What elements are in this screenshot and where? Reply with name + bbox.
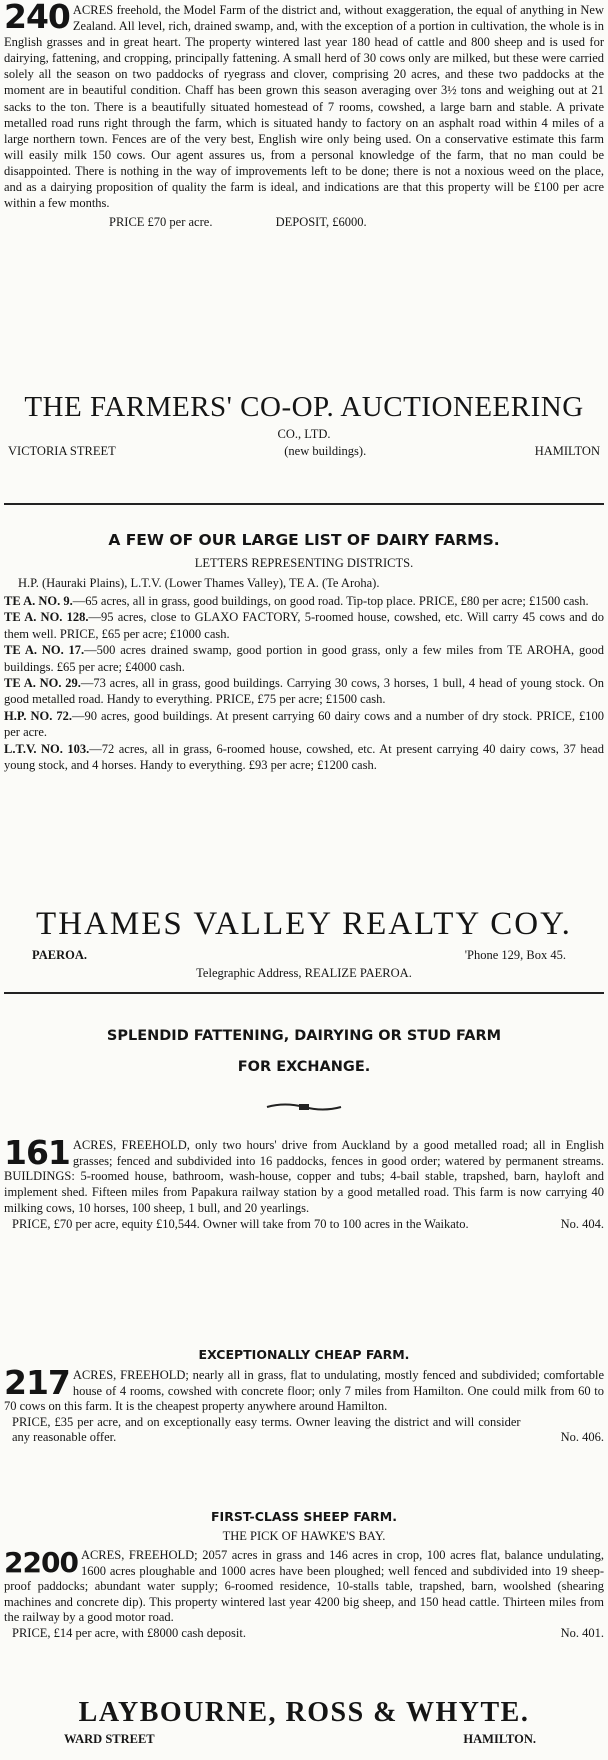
divider [4,992,604,994]
exchange-heading-2: FOR EXCHANGE. [237,1059,371,1075]
listing-text: —72 acres, all in grass, 6-roomed house, cowshed, etc. At present carrying 40 dairy cows, 37 head young stock, and 4 horses. Handy to everything. £93 per acre; £1200 cash. [4,741,604,773]
district-key: H.P. (Hauraki Plains), L.T.V. (Lower Thames Valley), TE A. (Te Aroha). [18,576,380,590]
firm-2-town: PAEROA. [32,948,87,962]
listing [4,609,604,642]
ad-2200-ref: No. 401. [560,1625,604,1640]
dairy-listings [4,593,604,773]
ad-161-price-row [4,1217,604,1233]
divider [4,503,604,505]
ad-2200-heading-2: THE PICK OF HAWKE'S BAY. [222,1529,386,1543]
farm-ad-2200 [4,1509,604,1642]
ad-2200-number: 2200 [4,1546,78,1579]
farm-ad-161 [4,1133,604,1232]
firm-laybourne-ross-whyte [4,1697,604,1747]
listing-text: —90 acres, good buildings. At present carrying 60 dairy cows and a number of dry stock. PRICE, £100 per acre. [4,708,605,740]
listing-ref: H.P. NO. 72. [4,708,72,723]
ad-161-body [4,1133,604,1217]
dairy-subheading: LETTERS REPRESENTING DISTRICTS. [194,556,414,570]
ad-2200-price: PRICE, £14 per acre, with £8000 cash deposit. [12,1625,246,1640]
firm-thames-valley-realty [4,906,604,981]
ad-217-price: PRICE, £35 per acre, and on exceptionally easy terms. Owner leaving the district and will consider any reasonable offer. [12,1414,521,1445]
ad-217-price-row [4,1415,604,1446]
dairy-heading: A FEW OF OUR LARGE LIST OF DAIRY FARMS. [108,531,500,549]
listing [4,675,604,708]
firm-1-address [4,444,604,459]
listing-text: —65 acres, all in grass, good buildings, on good road. Tip-top place. PRICE, £80 per acre; £1500 cash. [72,594,589,608]
listing [4,593,604,609]
listing-ref: TE A. NO. 128. [4,610,89,625]
ad-217-body [4,1363,604,1415]
farm-ad-240 [4,2,604,230]
exchange-heading-1: SPLENDID FATTENING, DAIRYING OR STUD FARM [106,1028,502,1044]
ad-240-text: ACRES freehold, the Model Farm of the district and, without exaggeration, the equal of anything in New Zealand. All level, rich, drained swamp, and, with the exception of a portion in cultivation, the whole is in English grasses and in great heart. The property wintered last year 180 head of cattle and 800 sheep and is used for dairying, fattening, and cropping, principally fattening. A small herd of 30 cows only are milked, but these were carried solely all the season on two paddocks of ryegrass and clover, comprising 20 acres, and these two paddocks at the moment are in beautiful condition. Chaff has been grown this season averaging over 3½ tons and weighing out at 21 sacks to the ton. There is a beautifully situated homestead of 7 rooms, cowshed, a large barn and stable. A private metalled road runs right through the farm, which is situated handy to factory on an asphalt road within 4 miles of a large northern town. Fences are of the very best, English wire only being used. On a conservative estimate this farm will easily milk 150 cows. Our agent assures us, from a personal knowledge of the farm, that no man could be disappointed. There is nothing in the way of improvements left to be done; there is not a noxious weed on the place, and as a dairying proposition of quality the farm is ideal, and indications are that this property will be £100 per acre within a few months. [4,3,604,211]
firm-2-name: THAMES VALLEY REALTY COY. [36,906,572,942]
exchange-section [4,1027,604,1076]
firm-1-note: (new buildings). [284,444,367,458]
firm-2-phone: 'Phone 129, Box 45. [464,948,566,962]
ad-217-ref: No. 406. [560,1430,604,1445]
listing-ref: L.T.V. NO. 103. [4,741,90,756]
listing-text: —500 acres drained swamp, good portion in good grass, only a few miles from TE AROHA, good buildings. £65 per acre; £4000 cash. [4,643,604,674]
listing-ref: TE A. NO. 17. [4,643,85,658]
firm-3-street: WARD STREET [64,1732,155,1746]
firm-2-telegraphic: Telegraphic Address, REALIZE PAEROA. [196,966,412,980]
ad-2200-body [4,1548,604,1626]
farm-ad-217 [4,1347,604,1446]
firm-1-suffix: CO., LTD. [277,427,331,441]
firm-1-street: VICTORIA STREET [8,444,116,458]
ad-161-ref: No. 404. [560,1216,604,1231]
dairy-farms-section [4,530,604,773]
firm-farmers-coop [4,391,604,459]
ad-161-number: 161 [4,1133,70,1172]
ad-240-price: PRICE £70 per acre. [109,215,213,230]
ad-2200-heading-1: FIRST-CLASS SHEEP FARM. [211,1509,397,1524]
firm-1-name: THE FARMERS' CO-OP. AUCTIONEERING [24,391,584,423]
listing [4,741,604,774]
listing [4,642,604,675]
ad-161-text: ACRES, FREEHOLD, only two hours' drive from Auckland by a good metalled road; all in English grasses; fenced and subdivided into 16 paddocks, fences in good order; watered by permanent streams. BUILDINGS: 5-roomed house, bathroom, wash-house, copper and tubs; 4-bail stable, trapshed, barn, hayloft and implement shed. Fifteen miles from Papakura railway station by a good metalled road. This farm is now carrying 40 milking cows, 10 horses, 100 sheep, 1 bull, and 20 yearlings. [4,1138,604,1215]
ad-240-deposit: DEPOSIT, £6000. [275,215,367,230]
ad-240-price-line [4,215,604,230]
listing-text: —95 acres, close to GLAXO FACTORY, 5-roomed house, cowshed, etc. Will carry 45 cows and do them well. PRICE, £65 per acre; £1000 cash. [4,610,604,641]
firm-3-address [4,1732,604,1747]
ad-240-body [4,2,604,211]
listing [4,708,604,741]
firm-2-contact [4,948,604,963]
ad-161-price: PRICE, £70 per acre, equity £10,544. Owner will take from 70 to 100 acres in the Waikato. [12,1216,469,1231]
ad-217-heading: EXCEPTIONALLY CHEAP FARM. [198,1347,410,1362]
firm-3-town: HAMILTON. [463,1732,536,1746]
ad-240-number: 240 [4,0,70,36]
listing-ref: TE A. NO. 29. [4,676,81,691]
ad-2200-price-row [4,1626,604,1642]
listing-ref: TE A. NO. 9. [4,594,73,608]
ornamental-rule [265,1102,343,1112]
firm-3-name: LAYBOURNE, ROSS & WHYTE. [78,1697,530,1728]
firm-1-town: HAMILTON [534,444,600,458]
listing-text: —73 acres, all in grass, good buildings. Carrying 30 cows, 3 horses, 1 bull, 4 head of young stock. On good metalled road. Handy to everything. PRICE, £75 per acre; £1500 cash. [4,676,605,707]
ad-217-number: 217 [4,1363,70,1402]
ad-217-text: ACRES, FREEHOLD; nearly all in grass, flat to undulating, mostly fenced and subdivided; comfortable house of 4 rooms, cowshed with concrete floor; only 7 miles from Hamilton. One could milk from 60 to 70 cows on this farm. It is the cheapest property anywhere around Hamilton. [4,1368,604,1414]
ad-2200-text: ACRES, FREEHOLD; 2057 acres in grass and 146 acres in crop, 100 acres flat, balance undulating, 1600 acres ploughable and 1000 acres have been ploughed; well fenced and subdivided into 19 sheep-proof paddocks; abundant water supply; 6-roomed residence, 10-stalls table, trapshed, barn, woolshed (shearing machines and concrete dip). This property wintered last year 4200 big sheep, and 150 head cattle. Thirteen miles from the railway by a good motor road. [4,1548,604,1625]
